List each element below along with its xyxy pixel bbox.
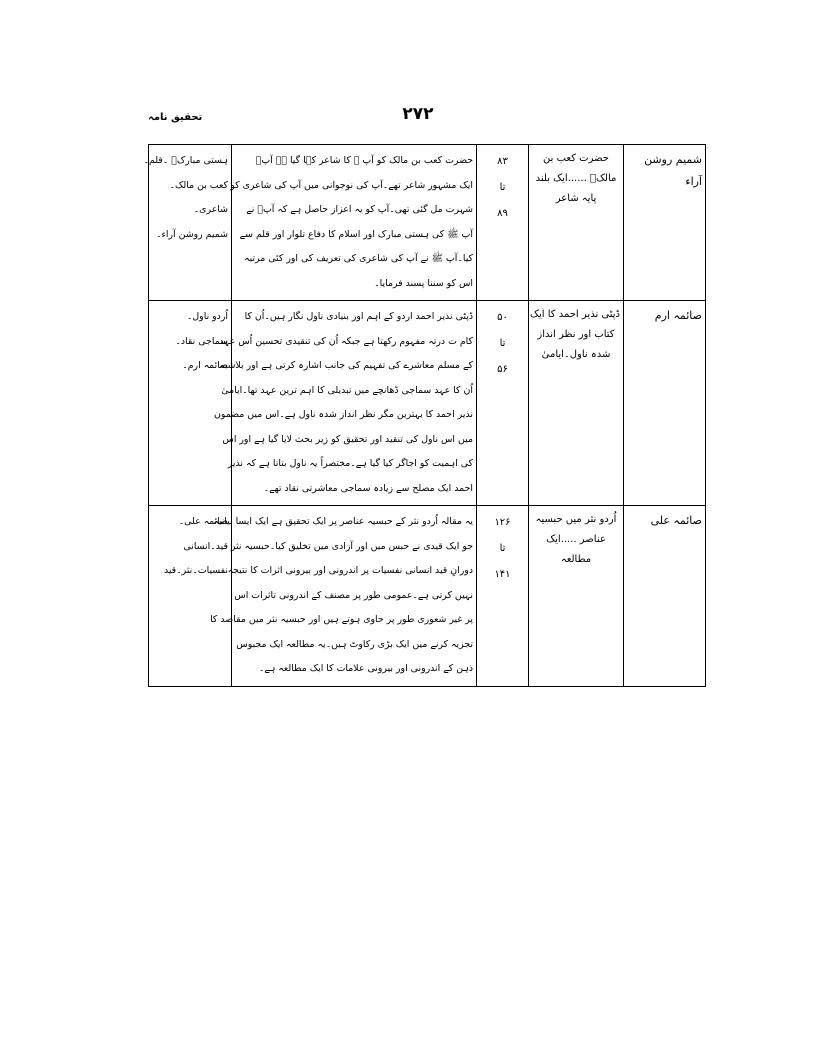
author-name: صائمہ ارم bbox=[654, 309, 702, 322]
keyword-line: صائمہ علی۔ bbox=[178, 516, 228, 527]
abstract-line: نہیں کرتی ہے۔عمومی طور پر مصنف کے اندرونی تاثرات اس bbox=[234, 589, 473, 601]
keyword-line: شمیم روشن آراء۔ bbox=[156, 228, 228, 240]
keyword-line: ہستی مبارکؐ ۔قلم۔ bbox=[143, 155, 228, 166]
title-cell bbox=[529, 506, 624, 687]
author-cell bbox=[624, 301, 706, 506]
pages-cell bbox=[477, 301, 529, 506]
page-header bbox=[148, 104, 670, 132]
title-cell bbox=[529, 145, 624, 301]
keyword-line: کعب بن مالک۔ bbox=[169, 179, 228, 191]
author-name: شمیم روشن آراء bbox=[644, 153, 702, 188]
page-number: ۲۷۲ bbox=[402, 104, 434, 124]
keywords-cell bbox=[149, 506, 232, 687]
page-start: ۸۳ bbox=[497, 156, 508, 167]
abstract-cell bbox=[232, 145, 477, 301]
keywords-cell bbox=[143, 145, 232, 301]
keyword-line: اُردو ناول۔ bbox=[186, 311, 228, 322]
abstract-line: پر غیر شعوری طور پر حاوی ہوتے ہیں اور حبسیہ نثر میں مقاصد کا bbox=[210, 614, 473, 625]
abstract-line: اُن کا عہد سماجی ڈھانچے میں تبدیلی کا اہم ترین عہد تھا۔ایامیٰ bbox=[221, 384, 473, 396]
page-end: ۵۶ bbox=[497, 364, 508, 375]
title-line: عناصر .....ایک bbox=[546, 534, 606, 545]
title-line: کتاب اور نظر انداز bbox=[537, 329, 615, 340]
title-line: حضرت کعب بن bbox=[543, 153, 609, 164]
page-start: ۱۲۶ bbox=[494, 517, 511, 528]
abstract-line: احمد ایک مصلح سے زیادہ سماجی معاشرتی نقاد تھے۔ bbox=[263, 482, 473, 494]
page-end: ۸۹ bbox=[497, 208, 508, 219]
table-row bbox=[149, 145, 706, 301]
pages-cell bbox=[477, 145, 529, 301]
author-cell bbox=[624, 145, 706, 301]
title-line: شدہ ناول۔ایامیٰ bbox=[541, 349, 611, 360]
abstract-line: جو ایک قیدی نے حبس میں اور آزادی میں تخلیق کیا۔حبسیہ نثر bbox=[230, 540, 473, 552]
title-line: اُردو نثر میں حبسیہ bbox=[535, 514, 617, 525]
abstract-line: کی اہمیت کو اجاگر کیا گیا ہے۔مختصراً یہ ناول بتاتا ہے کہ نذیر bbox=[227, 458, 473, 469]
abstract-line: کیا۔آپ ﷺ نے آپ کی شاعری کی تعریف کی اور کئی مرتبہ bbox=[244, 253, 473, 264]
page-end: ۱۴۱ bbox=[494, 569, 511, 580]
title-cell bbox=[529, 301, 624, 506]
page-start: ۵۰ bbox=[497, 312, 508, 323]
title-line: ڈپٹی نذیر احمد کا ایک bbox=[530, 309, 620, 320]
abstract-line: نذیر احمد کا بہترین مگر نظر انداز شدہ ناول ہے۔اس میں مضمون bbox=[213, 409, 473, 420]
abstract-line: میں اس ناول کی تنقید اور تحقیق کو زیر بحث لایا گیا ہے اور اس bbox=[222, 433, 473, 445]
title-line: مطالعہ bbox=[560, 554, 592, 565]
author-name: صائمہ علی bbox=[650, 514, 702, 527]
journal-name: تحقیق نامہ bbox=[148, 112, 203, 123]
abstract-line: کام ت درتہ مفہوم رکھتا ہے جبکہ اُن کی تنقیدی تحسین اُس عہد bbox=[219, 335, 473, 347]
keyword-line: سماجی نقاد۔ bbox=[175, 335, 228, 347]
abstract-line: ڈپٹی نذیر احمد اردو کے اہم اور بنیادی ناول نگار ہیں۔اُن کا bbox=[244, 311, 473, 322]
page-range-word: تا bbox=[499, 543, 506, 554]
abstract-line: دورانِ قید انسانی نفسیات پر اندرونی اور بیرونی اثرات کا نتیجہ bbox=[227, 565, 473, 576]
title-line: پایہ شاعر bbox=[555, 193, 597, 204]
abstract-line: اس کو سننا پسند فرمایا۔ bbox=[374, 277, 473, 289]
abstract-line: آپ ﷺ کی ہستی مبارک اور اسلام کا دفاع تلوار اور قلم سے bbox=[239, 228, 473, 240]
author-cell bbox=[624, 506, 706, 687]
abstract-cell bbox=[213, 301, 477, 506]
abstract-line: تجزیہ کرنے میں ایک بڑی رکاوٹ ہیں۔یہ مطالعہ ایک مجبوس bbox=[236, 638, 473, 650]
keyword-line: صائمہ ارم۔ bbox=[182, 360, 228, 371]
page-range-word: تا bbox=[499, 182, 506, 193]
abstract-line: شہرت مل گئی تھی۔آپ کو یہ اعزاز حاصل ہے کہ آپؓ نے bbox=[246, 204, 473, 215]
keyword-line: شاعری۔ bbox=[193, 204, 228, 215]
title-line: مالکؓ ......ایک بلند bbox=[535, 173, 617, 184]
abstract-line: حضرت کعب بن مالک کو آپ ﷺ کا شاعر کہا گیا ہے آپؓ bbox=[255, 155, 473, 166]
table-row bbox=[149, 301, 706, 506]
abstract-line: ایک مشہور شاعر تھے۔آپ کی نوجوانی میں آپ کی شاعری کو bbox=[230, 179, 473, 191]
abstract-line: ذہن کے اندرونی اور بیرونی علامات کا ایک مطالعہ ہے۔ bbox=[258, 663, 473, 674]
abstract-line: یہ مقالہ اُردو نثر کے حبسیہ عناصر پر ایک تحقیق ہے ایک ایسا بیانیہ bbox=[213, 516, 473, 527]
keyword-line: نفسیات۔نثر۔قید bbox=[163, 565, 228, 576]
keyword-line: قید۔انسانی bbox=[183, 540, 228, 552]
table-row bbox=[149, 506, 706, 687]
abstracts-table bbox=[143, 144, 706, 687]
pages-cell bbox=[477, 506, 529, 687]
abstract-line: کے مسلم معاشرے کی تفہیم کی جانب اشارہ کرتی ہے اور بلاشبہ bbox=[219, 360, 473, 371]
abstract-cell bbox=[210, 506, 477, 687]
page-range-word: تا bbox=[499, 338, 506, 349]
